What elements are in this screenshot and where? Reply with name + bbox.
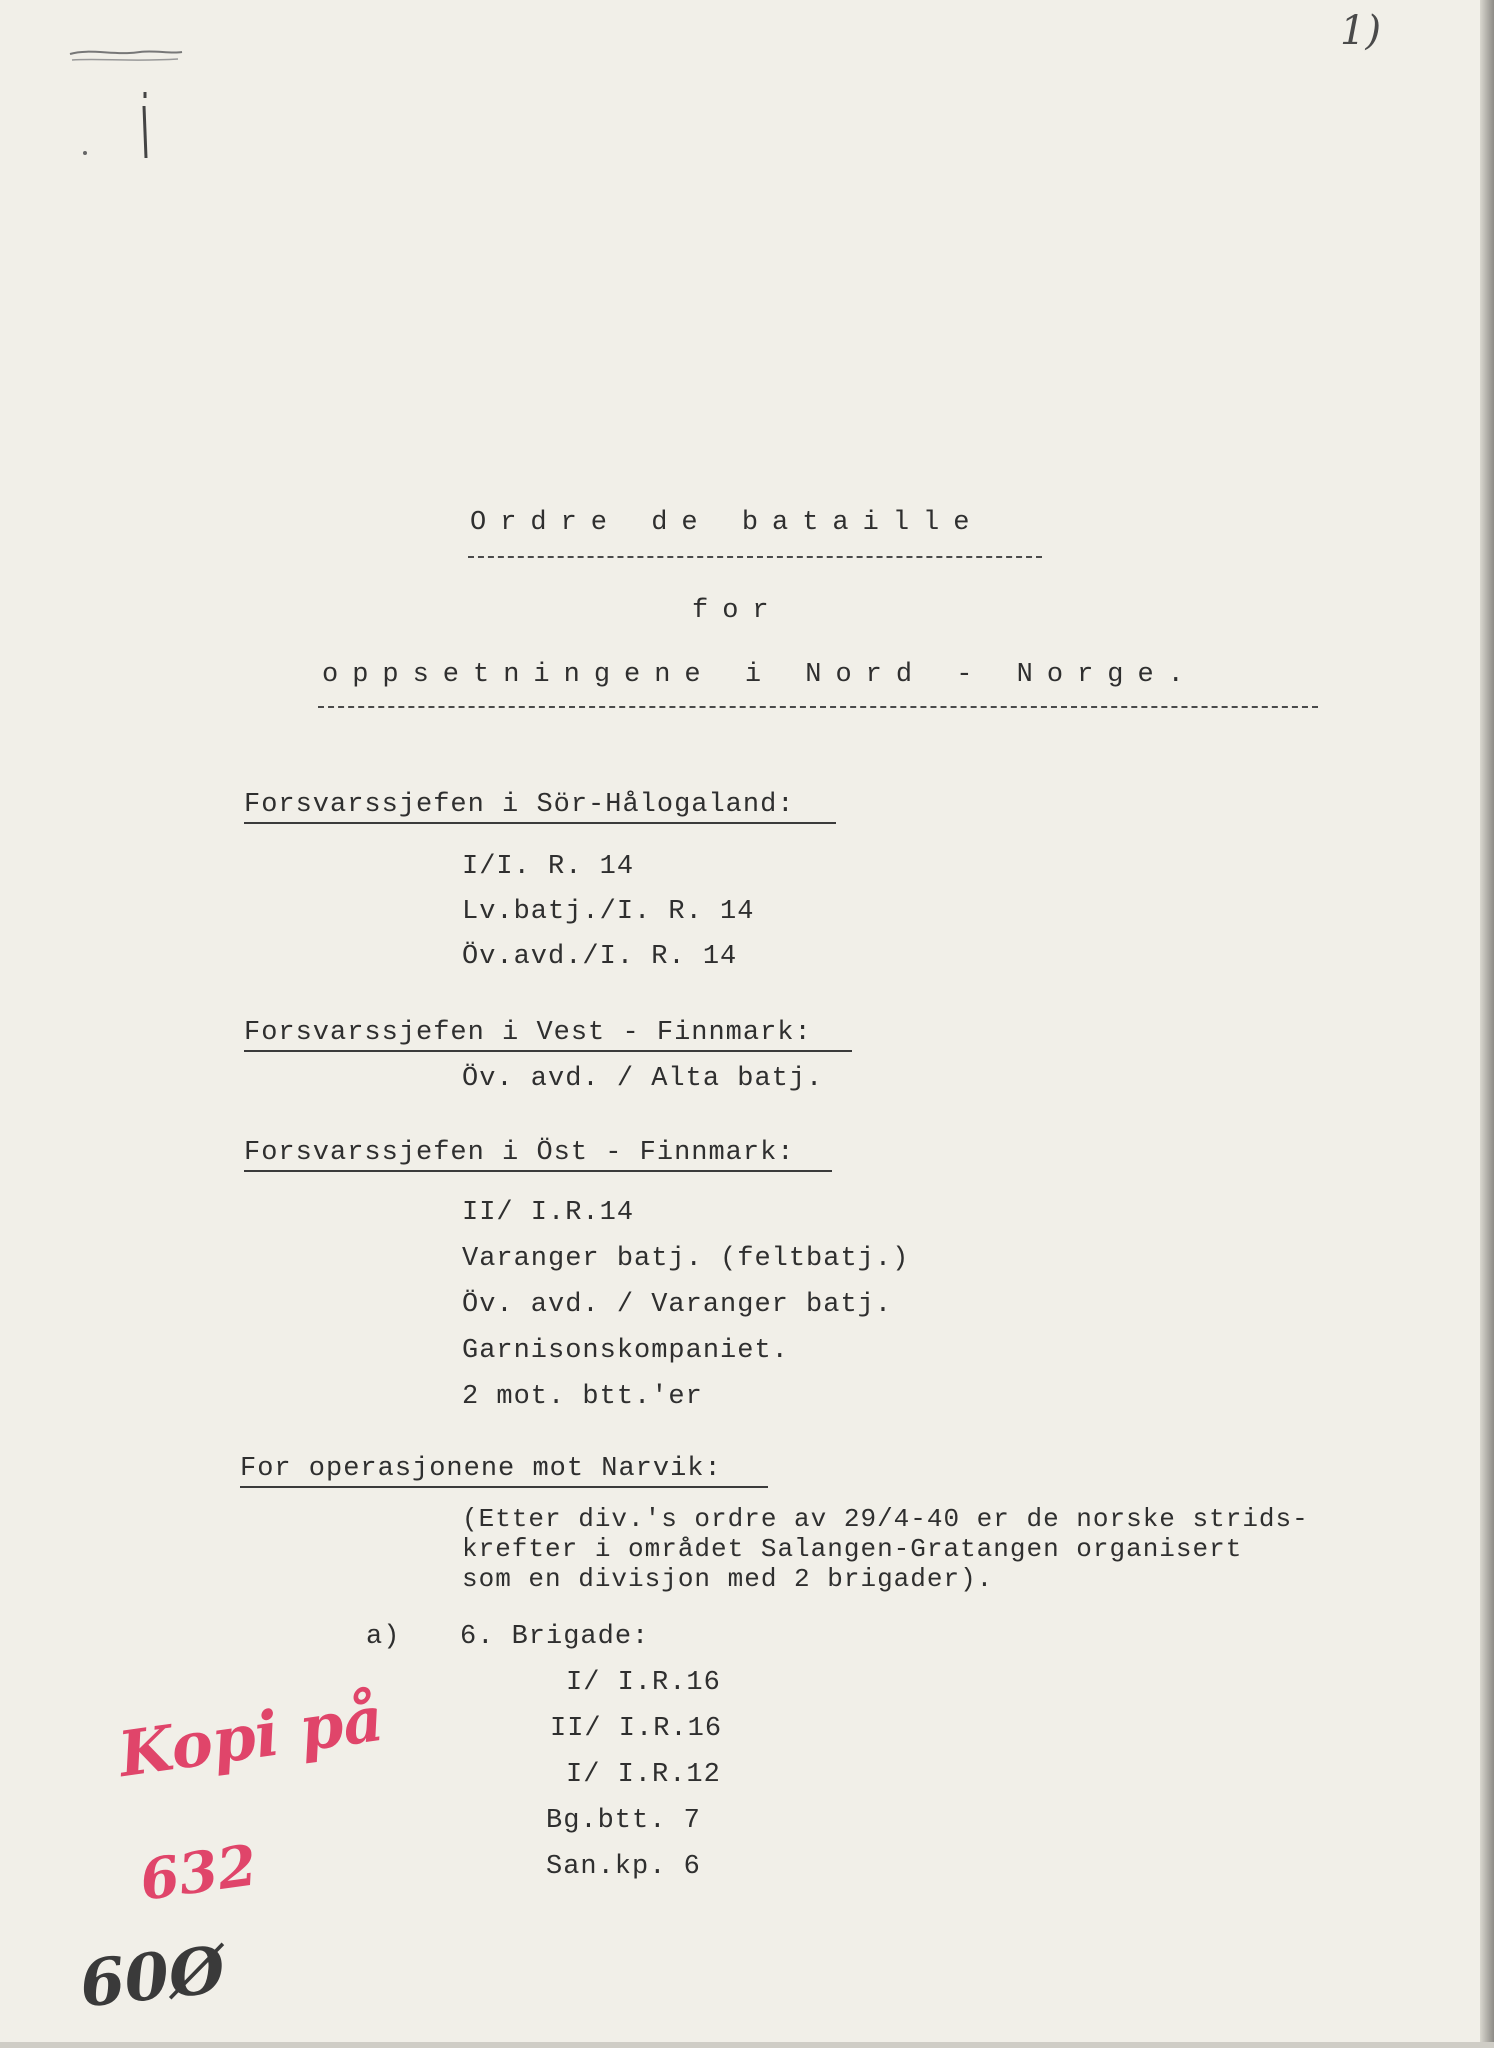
subsection-marker: a) xyxy=(366,1622,401,1652)
page-edge-shadow xyxy=(1480,0,1494,2048)
section-heading: For operasjonene mot Narvik: xyxy=(240,1454,722,1484)
page-edge-bottom xyxy=(0,2042,1494,2048)
list-item: I/I. R. 14 xyxy=(462,852,635,882)
section-heading: Forsvarssjefen i Sör-Hålogaland: xyxy=(244,790,795,820)
list-item: Lv.batj./I. R. 14 xyxy=(462,897,755,927)
section-heading: Forsvarssjefen i Öst - Finnmark: xyxy=(244,1138,795,1168)
list-item: Varanger batj. (feltbatj.) xyxy=(462,1244,910,1274)
list-item: I/ I.R.12 xyxy=(566,1760,721,1790)
heading-underline xyxy=(244,1050,852,1052)
document-subtitle-2: oppsetningene i Nord - Norge. xyxy=(322,660,1198,690)
subtitle-underline xyxy=(318,706,1318,708)
heading-underline xyxy=(244,822,836,824)
section-heading: Forsvarssjefen i Vest - Finnmark: xyxy=(244,1018,812,1048)
handwritten-copy-number: 632 xyxy=(135,1832,261,1914)
heading-underline xyxy=(244,1170,832,1172)
list-item: II/ I.R.16 xyxy=(550,1714,723,1744)
list-item: San.kp. 6 xyxy=(546,1852,701,1882)
handwritten-copy-note: Kopi på xyxy=(114,1681,388,1792)
pencil-scribble-mark xyxy=(60,40,190,220)
list-item: II/ I.R.14 xyxy=(462,1198,635,1228)
section-note-line: (Etter div.'s ordre av 29/4-40 er de norske strids- xyxy=(462,1504,1309,1534)
document-title: Ordre de bataille xyxy=(470,508,984,538)
heading-underline xyxy=(240,1486,768,1488)
list-item: Bg.btt. 7 xyxy=(546,1806,701,1836)
list-item: Öv. avd. / Varanger batj. xyxy=(462,1290,893,1320)
list-item: I/ I.R.16 xyxy=(566,1668,721,1698)
title-underline xyxy=(468,556,1042,558)
list-item: Garnisonskompaniet. xyxy=(462,1336,789,1366)
section-note-line: krefter i området Salangen-Gratangen organisert xyxy=(462,1534,1243,1564)
list-item: Öv.avd./I. R. 14 xyxy=(462,942,738,972)
subsection-title: 6. Brigade: xyxy=(460,1622,650,1652)
page-number-mark: 1) xyxy=(1340,8,1382,54)
list-item: 2 mot. btt.'er xyxy=(462,1382,703,1412)
section-note-line: som en divisjon med 2 brigader). xyxy=(462,1564,994,1594)
handwritten-pencil-number: 60Ø xyxy=(76,1932,229,2023)
list-item: Öv. avd. / Alta batj. xyxy=(462,1064,824,1094)
document-subtitle: for xyxy=(692,596,783,626)
